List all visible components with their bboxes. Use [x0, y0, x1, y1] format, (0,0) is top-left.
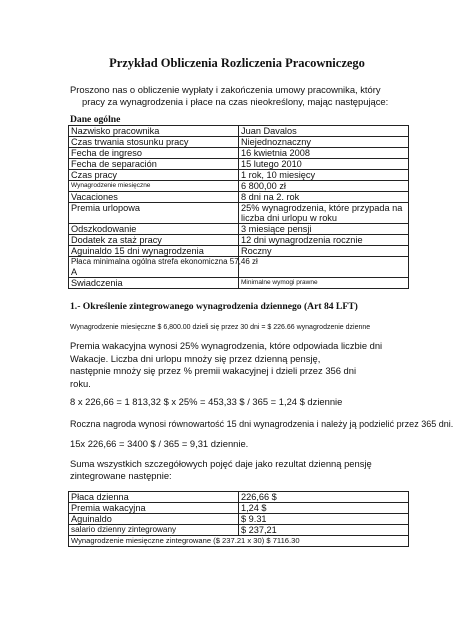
table-row: [69, 170, 409, 181]
table-row: [69, 235, 409, 246]
section-heading-general: Dane ogólne: [70, 114, 121, 125]
intro-paragraph: [70, 84, 388, 108]
calc-line-vacation: 8 x 226,66 = 1 813,32 $ x 25% = 453,33 $ / 365 = 1,24 $ dziennie: [70, 396, 343, 407]
table-cell-value: $ 237,21: [239, 525, 409, 536]
table-cell-label: Wynagrodzenie miesięczne: [69, 181, 239, 192]
table-row: [69, 126, 409, 137]
table-row: [69, 137, 409, 148]
table-cell-value: 12 dni wynagrodzenia rocznie: [239, 235, 409, 246]
table-cell-label: Odszkodowanie: [69, 224, 239, 235]
table-cell-label: Czas pracy: [69, 170, 239, 181]
intro-line: pracy za wynagrodzenia i płace na czas nieokreślony, mając następujące:: [82, 96, 389, 107]
general-data-table: [68, 125, 409, 289]
table-row: [69, 503, 409, 514]
table-row: [69, 278, 409, 289]
paragraph-line: Premia wakacyjna wynosi 25% wynagrodzenia, które odpowiada liczbie dni: [70, 340, 383, 351]
table-cell-value: [239, 257, 409, 278]
calc-line-bonus: 15x 226,66 = 3400 $ / 365 = 9,31 dziennie.: [70, 438, 249, 449]
cell-line: liczba dni urlopu w roku: [241, 213, 338, 223]
table-cell-label: Fecha de separación: [69, 159, 239, 170]
intro-line: Proszono nas o obliczenie wypłaty i zakończenia umowy pracownika, który: [70, 84, 381, 95]
table-cell-label: Płaca dzienna: [69, 492, 239, 503]
table-cell-label: Fecha de ingreso: [69, 148, 239, 159]
table-row: [69, 181, 409, 192]
summary-paragraph: [70, 458, 372, 482]
vacation-bonus-paragraph: [70, 340, 382, 390]
table-cell-label: Vacaciones: [69, 192, 239, 203]
table-row: [69, 224, 409, 235]
table-cell-value: 1 rok, 10 miesięcy: [239, 170, 409, 181]
table-cell-label: Premia wakacyjna: [69, 503, 239, 514]
table-row: [69, 492, 409, 503]
table-cell-value: Minimalne wymogi prawne: [239, 278, 409, 289]
annual-bonus-paragraph: Roczna nagroda wynosi równowartość 15 dni wynagrodzenia i należy ją podzielić przez 365 dni.: [70, 419, 454, 429]
table-cell-label: Wynagrodzenie miesięczne zintegrowane ($ 237.21 x 30) $ 7116.30: [69, 536, 409, 547]
cell-line: 25% wynagrodzenia, które przypada na: [241, 203, 403, 213]
table-row: [69, 514, 409, 525]
table-cell-value: 6 800,00 zł: [239, 181, 409, 192]
table-row: [69, 203, 409, 224]
table-cell-label: [69, 257, 258, 278]
table-cell-label: Aguinaldo 15 dni wynagrodzenia: [69, 246, 239, 257]
table-cell-value: 15 lutego 2010: [239, 159, 409, 170]
paragraph-line: Wakacje. Liczba dni urlopu mnoży się przez dzienną pensję,: [70, 352, 321, 364]
calc-line-daily-wage: Wynagrodzenie miesięczne $ 6,800.00 dzieli się przez 30 dni = $ 226.66 wynagrodzenie dzienne: [70, 324, 371, 331]
section-heading-1: 1.- Określenie zintegrowanego wynagrodzenia dziennego (Art 84 LFT): [70, 301, 358, 312]
table-cell-value: Niejednoznaczny: [239, 137, 409, 148]
table-cell-value: 16 kwietnia 2008: [239, 148, 409, 159]
table-cell-label: Swiadczenia: [69, 278, 239, 289]
table-cell-value: 8 dni na 2. rok: [239, 192, 409, 203]
table-cell-label: Nazwisko pracownika: [69, 126, 239, 137]
table-cell-label: salario dzienny zintegrowany: [69, 525, 239, 536]
table-row: [69, 536, 409, 547]
paragraph-line: Suma wszystkich szczegółowych pojęć daje jako rezultat dzienną pensję: [70, 458, 372, 469]
cell-line: A: [71, 267, 78, 277]
paragraph-line: zintegrowane następnie:: [70, 470, 172, 481]
table-cell-label: Dodatek za staż pracy: [69, 235, 239, 246]
table-cell-value: [239, 203, 409, 224]
table-row: [69, 148, 409, 159]
table-cell-value: Juan Davalos: [239, 126, 409, 137]
table-row: [69, 257, 409, 278]
table-row: [69, 192, 409, 203]
summary-table: [68, 491, 409, 547]
table-row: [69, 159, 409, 170]
paragraph-line: następnie mnoży się przez % premii wakacyjnej i dzieli przez 356 dni: [70, 365, 357, 376]
paragraph-line: roku.: [70, 377, 91, 389]
table-cell-value: 3 miesiące pensji: [239, 224, 409, 235]
table-row: [69, 525, 409, 536]
cell-line: Płaca minimalna ogólna strefa ekonomiczna 57,46 zł: [71, 257, 258, 266]
table-row: [69, 246, 409, 257]
table-cell-value: 1,24 $: [239, 503, 409, 514]
table-cell-value: 226,66 $: [239, 492, 409, 503]
page-title: Przykład Obliczenia Rozliczenia Pracowniczego: [109, 56, 365, 70]
table-cell-label: Premia urlopowa: [69, 203, 239, 224]
table-cell-label: Czas trwania stosunku pracy: [69, 137, 239, 148]
table-cell-value: Roczny: [239, 246, 409, 257]
table-cell-value: $ 9.31: [239, 514, 409, 525]
table-cell-label: Aguinaldo: [69, 514, 239, 525]
